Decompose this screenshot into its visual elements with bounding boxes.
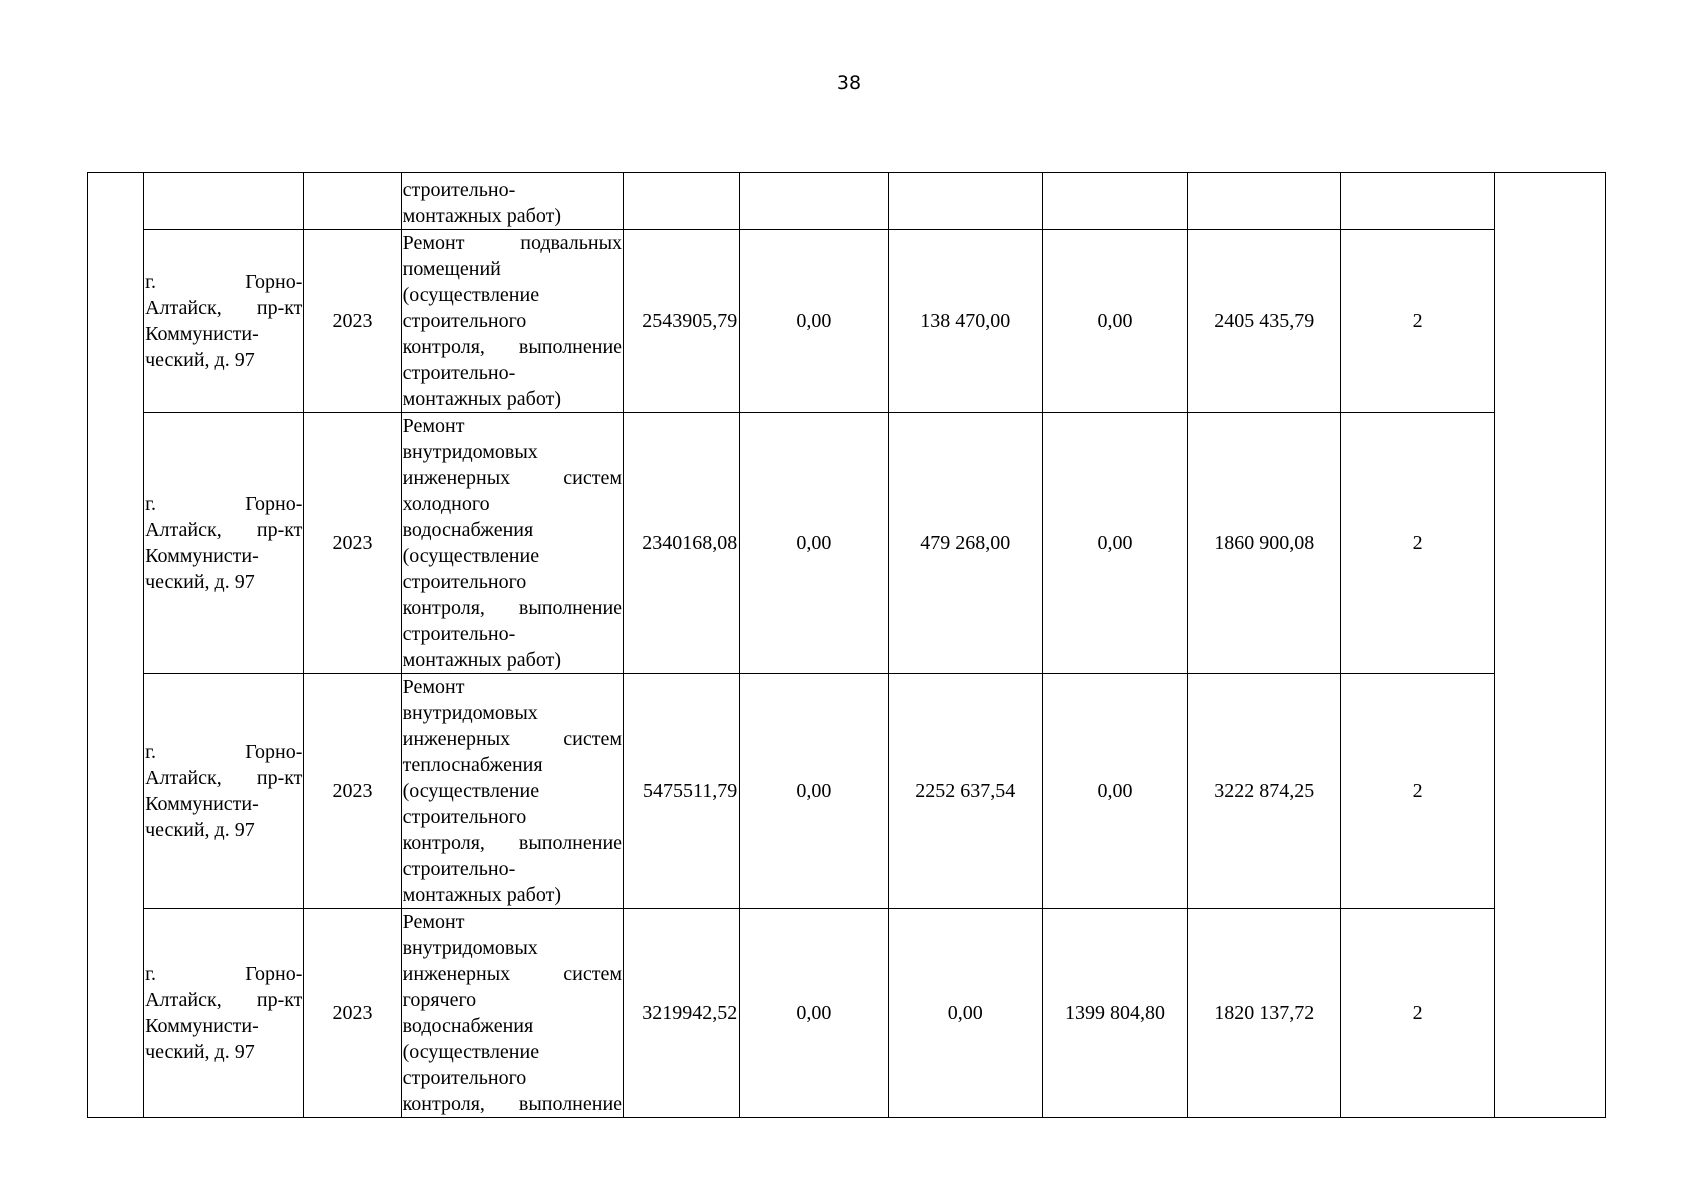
amount-cell-5 bbox=[1341, 173, 1494, 230]
cell-line: г. Горно- bbox=[145, 741, 303, 763]
cell-line: внутридомовых bbox=[402, 702, 538, 724]
cell-line: (осуществление bbox=[402, 284, 540, 306]
cell-line: водоснабжения bbox=[402, 1015, 534, 1037]
address-cell bbox=[144, 909, 304, 1118]
cell-line: строительно- bbox=[402, 623, 516, 645]
amount-cell-1: 0,00 bbox=[740, 909, 888, 1118]
cell-line: строительно- bbox=[402, 858, 516, 880]
cell-line: внутридомовых bbox=[402, 937, 538, 959]
cell-line: Ремонт bbox=[402, 911, 465, 933]
amount-cell-2: 138 470,00 bbox=[888, 230, 1042, 413]
amount-cell-1: 0,00 bbox=[740, 230, 888, 413]
right-merged-cell bbox=[1494, 173, 1605, 1118]
cell-line: строительно- bbox=[402, 362, 516, 384]
table-row bbox=[88, 674, 1606, 909]
total-cost-cell: 2543905,79 bbox=[624, 230, 740, 413]
amount-cell-1 bbox=[740, 173, 888, 230]
cell-line: ческий, д. 97 bbox=[145, 571, 255, 593]
amount-cell-3: 0,00 bbox=[1042, 674, 1187, 909]
amount-cell-2: 0,00 bbox=[888, 909, 1042, 1118]
amount-cell-3: 1399 804,80 bbox=[1042, 909, 1187, 1118]
cell-line: Ремонт подвальных bbox=[402, 232, 623, 254]
table-row bbox=[88, 230, 1606, 413]
amount-cell-5: 2 bbox=[1341, 413, 1494, 674]
amount-cell-3: 0,00 bbox=[1042, 230, 1187, 413]
cell-line: (осуществление bbox=[402, 1041, 540, 1063]
cell-line: ческий, д. 97 bbox=[145, 1041, 255, 1063]
works-table bbox=[87, 172, 1606, 1118]
cell-line: инженерных систем bbox=[402, 467, 623, 489]
cell-line: ческий, д. 97 bbox=[145, 819, 255, 841]
amount-cell-5: 2 bbox=[1341, 674, 1494, 909]
cell-line: строительного bbox=[402, 806, 527, 828]
work-description-cell bbox=[401, 230, 623, 413]
table-row bbox=[88, 909, 1606, 1118]
cell-line: Алтайск, пр-кт bbox=[145, 989, 303, 1011]
table-body bbox=[88, 173, 1606, 1118]
work-description-cell bbox=[401, 674, 623, 909]
address-cell bbox=[144, 230, 304, 413]
year-cell: 2023 bbox=[304, 230, 401, 413]
amount-cell-1: 0,00 bbox=[740, 413, 888, 674]
amount-cell-4: 1860 900,08 bbox=[1188, 413, 1341, 674]
total-cost-cell: 5475511,79 bbox=[624, 674, 740, 909]
cell-line: строительного bbox=[402, 1067, 527, 1089]
amount-cell-2 bbox=[888, 173, 1042, 230]
cell-line: строительного bbox=[402, 310, 527, 332]
cell-line: строительного bbox=[402, 571, 527, 593]
year-cell: 2023 bbox=[304, 413, 401, 674]
cell-line: Ремонт bbox=[402, 415, 465, 437]
year-cell bbox=[304, 173, 401, 230]
cell-line: помещений bbox=[402, 258, 501, 280]
page-number: 38 bbox=[836, 72, 862, 94]
amount-cell-1: 0,00 bbox=[740, 674, 888, 909]
total-cost-cell bbox=[624, 173, 740, 230]
total-cost-cell: 3219942,52 bbox=[624, 909, 740, 1118]
amount-cell-5: 2 bbox=[1341, 909, 1494, 1118]
cell-line: (осуществление bbox=[402, 545, 540, 567]
cell-line: контроля, выполнение bbox=[402, 336, 623, 358]
amount-cell-3: 0,00 bbox=[1042, 413, 1187, 674]
cell-line: строительно- bbox=[402, 179, 516, 201]
cell-line: монтажных работ) bbox=[402, 884, 561, 906]
cell-line: контроля, выполнение bbox=[402, 832, 623, 854]
amount-cell-4: 2405 435,79 bbox=[1188, 230, 1341, 413]
amount-cell-4: 1820 137,72 bbox=[1188, 909, 1341, 1118]
cell-line: Коммунисти- bbox=[145, 793, 259, 815]
amount-cell-3 bbox=[1042, 173, 1187, 230]
cell-line: Коммунисти- bbox=[145, 545, 259, 567]
address-cell bbox=[144, 173, 304, 230]
table-row bbox=[88, 413, 1606, 674]
cell-line: Коммунисти- bbox=[145, 323, 259, 345]
address-cell bbox=[144, 674, 304, 909]
cell-line: Алтайск, пр-кт bbox=[145, 519, 303, 541]
cell-line: инженерных систем bbox=[402, 728, 623, 750]
cell-line: контроля, выполнение bbox=[402, 597, 623, 619]
cell-line: контроля, выполнение bbox=[402, 1093, 623, 1115]
cell-line: внутридомовых bbox=[402, 441, 538, 463]
work-description-cell bbox=[401, 909, 623, 1118]
cell-line: г. Горно- bbox=[145, 493, 303, 515]
cell-line: монтажных работ) bbox=[402, 649, 561, 671]
cell-line: г. Горно- bbox=[145, 271, 303, 293]
table-row bbox=[88, 173, 1606, 230]
amount-cell-5: 2 bbox=[1341, 230, 1494, 413]
cell-line: г. Горно- bbox=[145, 963, 303, 985]
amount-cell-4 bbox=[1188, 173, 1341, 230]
cell-line: водоснабжения bbox=[402, 519, 534, 541]
address-cell bbox=[144, 413, 304, 674]
cell-line: Алтайск, пр-кт bbox=[145, 767, 303, 789]
amount-cell-2: 2252 637,54 bbox=[888, 674, 1042, 909]
cell-line: Коммунисти- bbox=[145, 1015, 259, 1037]
cell-line: Алтайск, пр-кт bbox=[145, 297, 303, 319]
left-merged-cell bbox=[88, 173, 144, 1118]
cell-line: монтажных работ) bbox=[402, 388, 561, 410]
year-cell: 2023 bbox=[304, 909, 401, 1118]
cell-line: Ремонт bbox=[402, 676, 465, 698]
cell-line: монтажных работ) bbox=[402, 205, 561, 227]
amount-cell-2: 479 268,00 bbox=[888, 413, 1042, 674]
cell-line: теплоснабжения bbox=[402, 754, 543, 776]
cell-line: горячего bbox=[402, 989, 477, 1011]
work-description-cell bbox=[401, 413, 623, 674]
total-cost-cell: 2340168,08 bbox=[624, 413, 740, 674]
amount-cell-4: 3222 874,25 bbox=[1188, 674, 1341, 909]
work-description-cell bbox=[401, 173, 623, 230]
year-cell: 2023 bbox=[304, 674, 401, 909]
cell-line: инженерных систем bbox=[402, 963, 623, 985]
cell-line: (осуществление bbox=[402, 780, 540, 802]
cell-line: холодного bbox=[402, 493, 490, 515]
cell-line: ческий, д. 97 bbox=[145, 349, 255, 371]
